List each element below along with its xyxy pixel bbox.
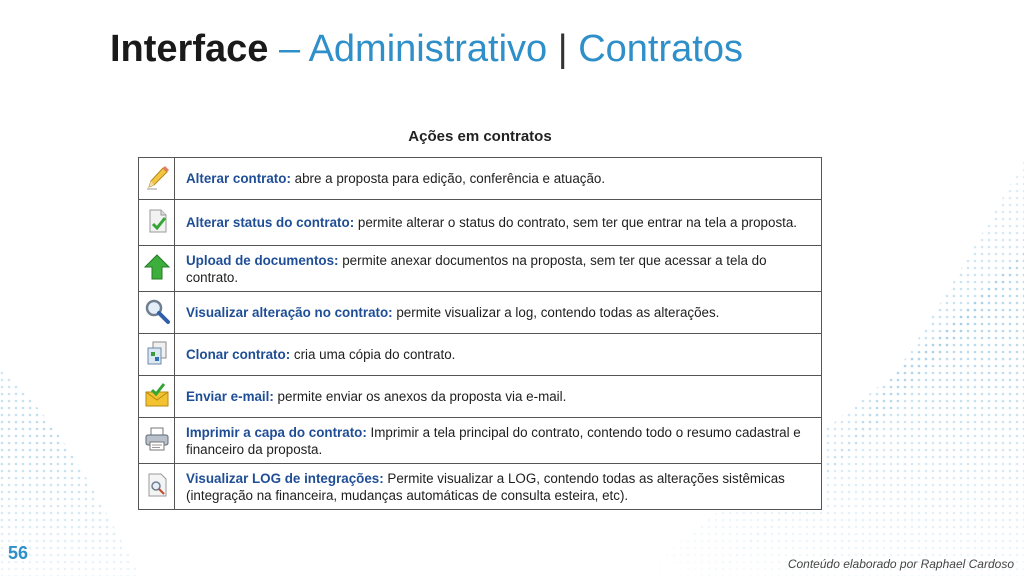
row-description: permite visualizar a log, contendo todas as alterações.	[392, 305, 720, 320]
table-row	[139, 246, 822, 292]
table-row	[139, 334, 822, 376]
magnifier-icon	[143, 297, 171, 325]
row-description: Permite visualizar a LOG, contendo todas as alterações sistêmicas (integração na financeira, mudanças automáticas de consulta esteira, etc).	[186, 470, 785, 503]
table-row	[139, 200, 822, 246]
page-title	[110, 26, 743, 72]
table-row	[139, 292, 822, 334]
row-description: abre a proposta para edição, conferência e atuação.	[290, 171, 606, 186]
title-separator: |	[547, 28, 579, 70]
row-description: permite anexar documentos na proposta, sem ter que acessar a tela do contrato.	[186, 252, 767, 285]
row-label: Enviar e-mail:	[186, 389, 274, 404]
row-label: Imprimir a capa do contrato:	[186, 424, 367, 440]
page-number: 56	[8, 543, 29, 563]
pencil-icon	[143, 163, 171, 191]
row-label: Visualizar LOG de integrações:	[186, 470, 384, 486]
row-label: Upload de documentos:	[186, 252, 339, 268]
row-description: permite enviar os anexos da proposta via e-mail.	[273, 389, 567, 404]
row-label: Clonar contrato:	[186, 347, 291, 362]
table-row	[139, 464, 822, 510]
printer-icon	[143, 425, 171, 453]
title-main: Interface	[110, 28, 269, 70]
row-label: Alterar contrato:	[186, 171, 291, 186]
upload-arrow-icon	[143, 253, 171, 281]
document-check-icon	[143, 207, 171, 235]
table-row	[139, 376, 822, 418]
title-section: Contratos	[578, 28, 743, 70]
clone-documents-icon	[143, 339, 171, 367]
table-row	[139, 158, 822, 200]
author-credit: Conteúdo elaborado por Raphael Cardoso	[787, 557, 1014, 571]
row-description: permite alterar o status do contrato, sem ter que entrar na tela a proposta.	[354, 215, 798, 230]
actions-table	[138, 157, 822, 510]
row-label: Visualizar alteração no contrato:	[186, 305, 393, 320]
table-row	[139, 418, 822, 464]
email-icon	[143, 381, 171, 409]
row-description: Imprimir a tela principal do contrato, contendo todo o resumo cadastral e financeiro da proposta.	[186, 424, 801, 457]
title-module: Administrativo	[308, 28, 548, 70]
row-description: cria uma cópia do contrato.	[290, 347, 456, 362]
title-dash: –	[268, 28, 309, 70]
log-view-icon	[143, 471, 171, 499]
table-caption: Ações em contratos	[408, 128, 552, 145]
row-label: Alterar status do contrato:	[186, 215, 355, 230]
